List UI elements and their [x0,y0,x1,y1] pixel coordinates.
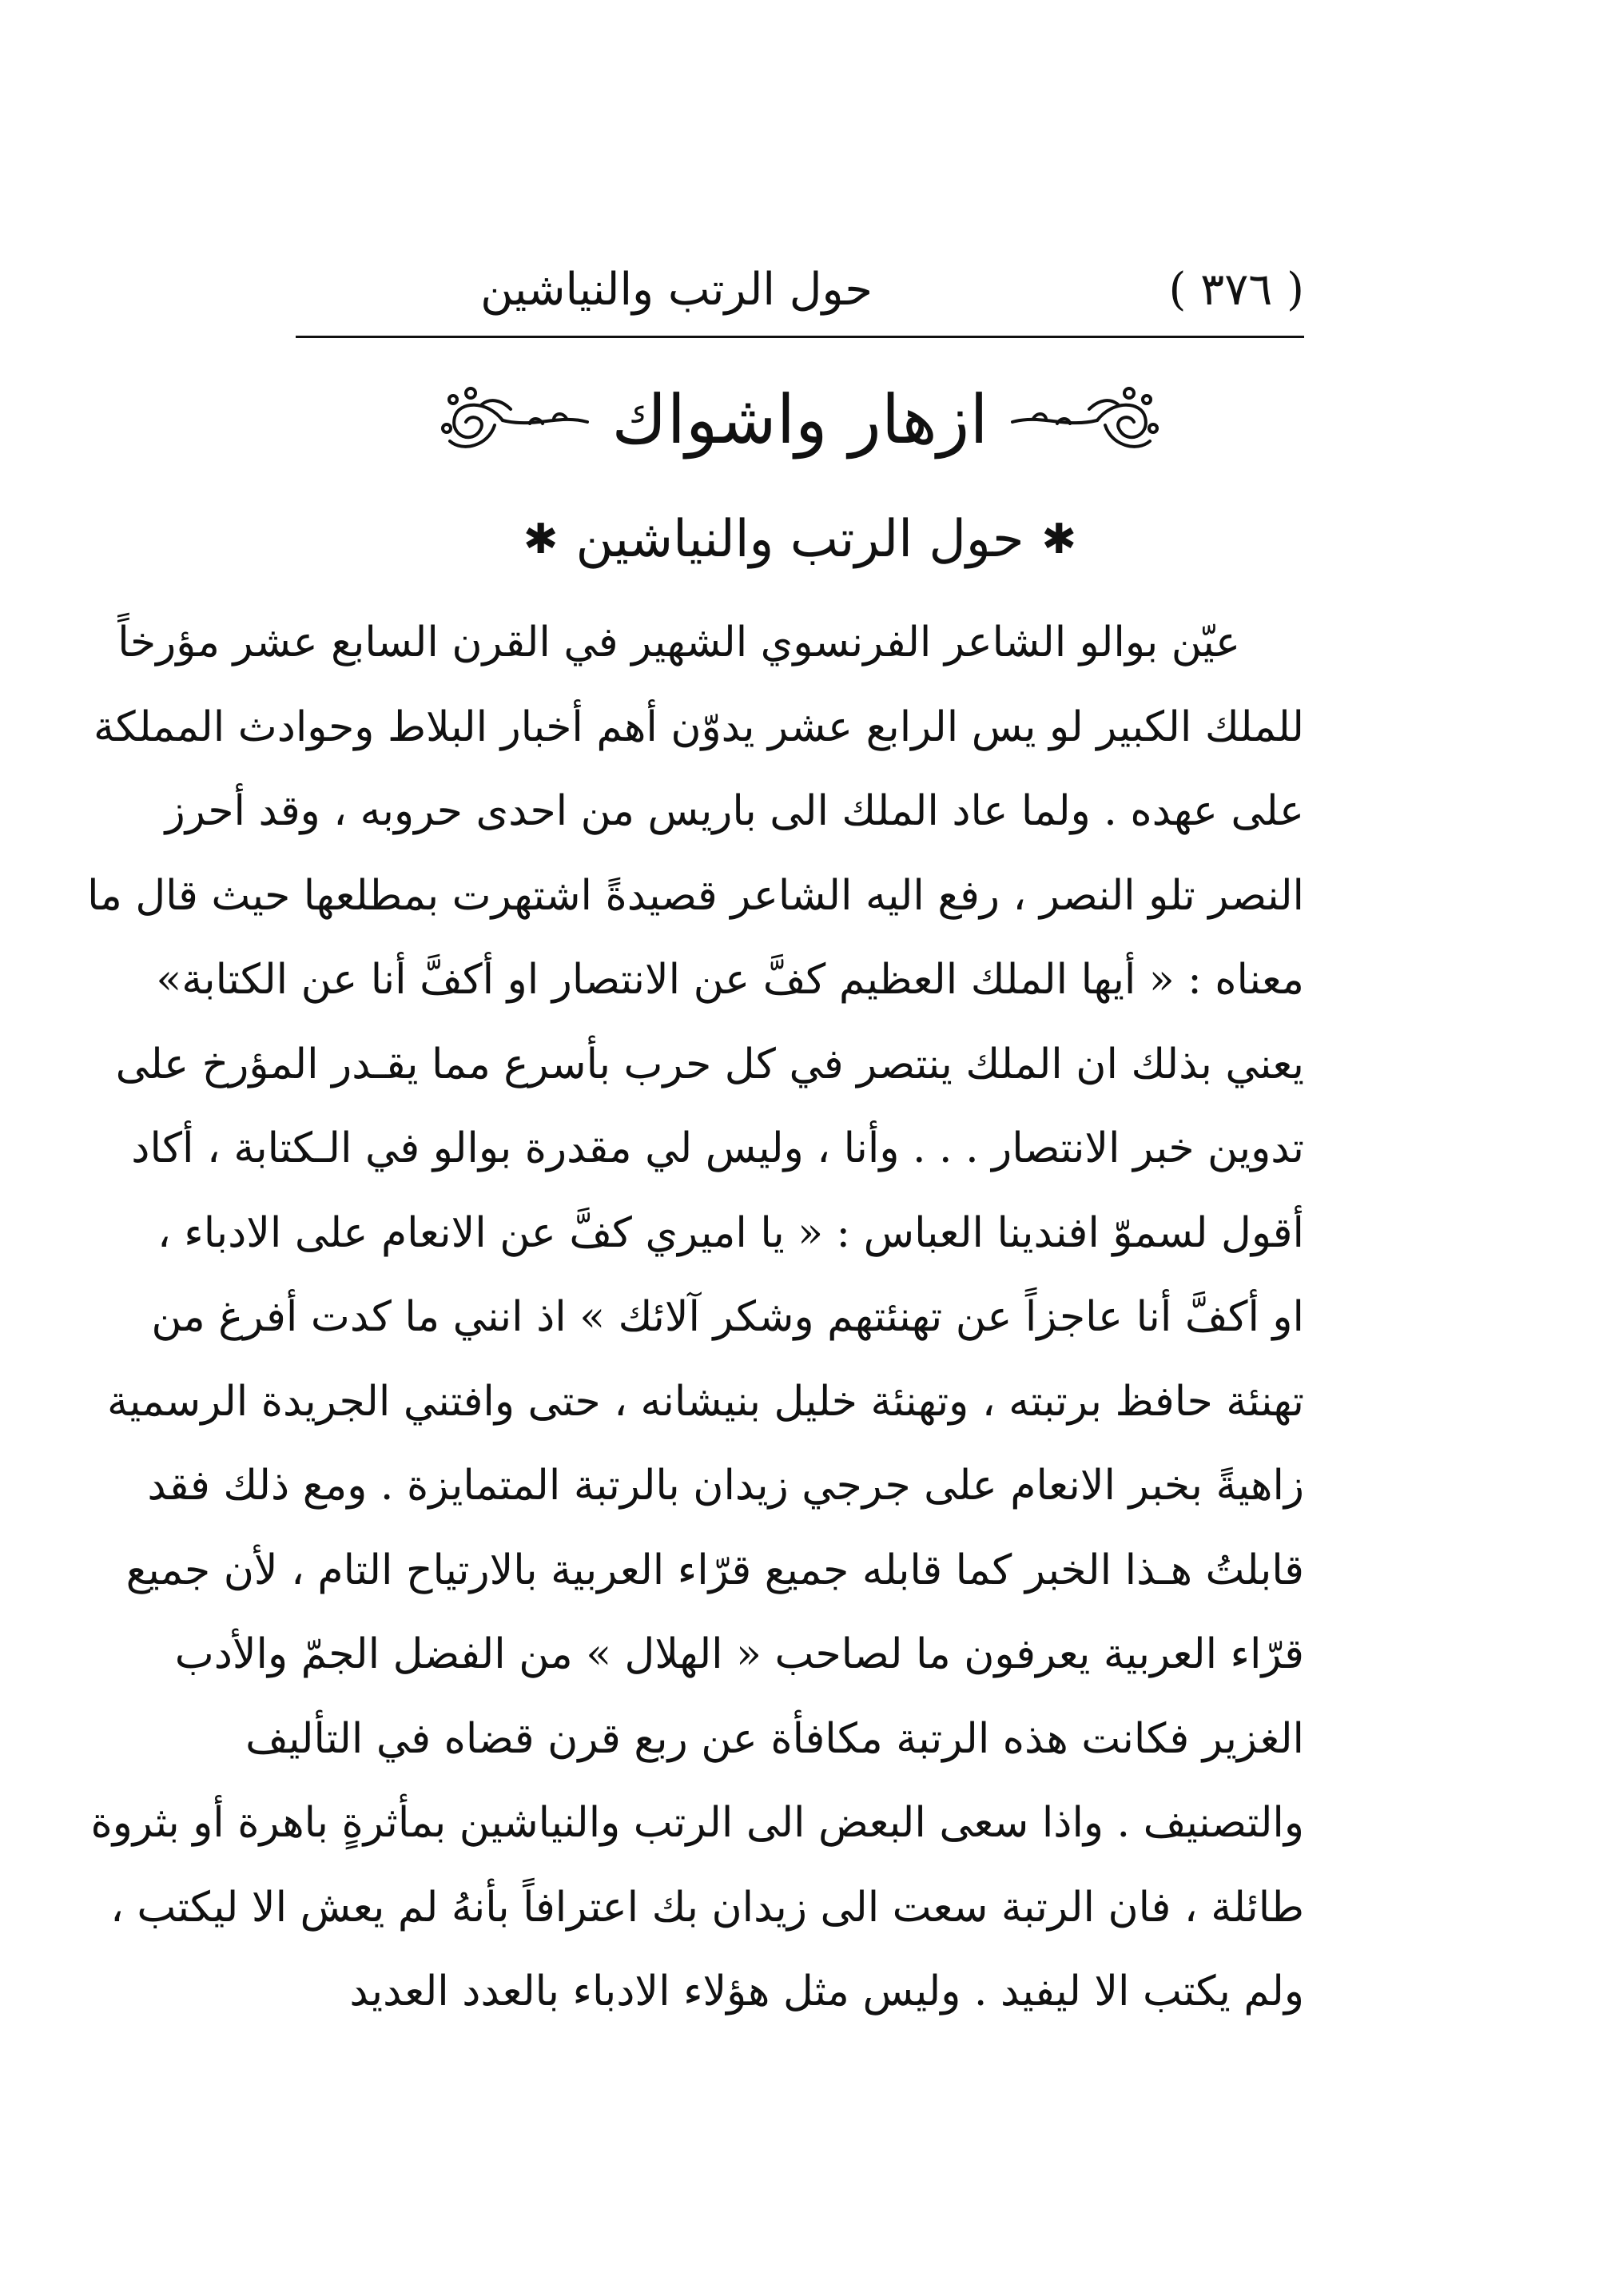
header-rule [296,336,1304,338]
text-line: ولم يكتب الا ليفيد . وليس مثل هؤلاء الادباء بالعدد العديد [349,1968,1304,2015]
article-title: حول الرتب والنياشين [575,510,1024,569]
text-line: قابلتُ هـذا الخبر كما قابله جميع قرّاء العربية بالارتياح التام ، لأن جميع [125,1546,1304,1594]
text-line: والتصنيف . واذا سعى البعض الى الرتب والنياشين بمأثرةٍ باهرة أو بثروة [90,1799,1304,1847]
text-line: تهنئة حافظ برتبته ، وتهنئة خليل بنيشانه ، حتى وافتني الجريدة الرسمية [107,1377,1304,1426]
text-line: أقول لسموّ افندينا العباس : « يا اميري كفَّ عن الانعام على الادباء ، [157,1208,1304,1257]
text-line: يعني بذلك ان الملك ينتصر في كل حرب بأسرع مما يقـدر المؤرخ على [115,1040,1304,1088]
text-line: طائلة ، فان الرتبة سعت الى زيدان بك اعترافاً بأنهُ لم يعش الا ليكتب ، [110,1883,1304,1932]
floral-ornament-icon [1009,376,1161,464]
text-line: الغزير فكانت هذه الرتبة مكافأة عن ربع قرن قضاه في التأليف [245,1714,1304,1763]
text-line: عيّن بوالو الشاعر الفرنسوي الشهير في القرن السابع عشر مؤرخاً [117,619,1240,667]
text-line: زاهيةً بخبر الانعام على جرجي زيدان بالرتبة المتمايزة . ومع ذلك فقد [147,1462,1304,1510]
text-line: على عهده . ولما عاد الملك الى باريس من احدى حروبه ، وقد أحرز [165,787,1304,835]
text-line: او أكفَّ أنا عاجزاً عن تهنئتهم وشكر آلائك » اذ انني ما كدت أفرغ من [151,1293,1304,1341]
running-head [296,254,1304,326]
running-head-title: حول الرتب والنياشين [480,264,873,316]
text-line: النصر تلو النصر ، رفع اليه الشاعر قصيدةً اشتهرت بمطلعها حيث قال ما [87,871,1304,920]
floral-ornament-icon [439,376,591,464]
text-line: للملك الكبير لو يس الرابع عشر يدوّن أهم أخبار البلاط وحوادث المملكة [93,702,1304,751]
page-number: ( ٣٧٦ ) [1168,264,1304,316]
star-ornament-icon: ✱ [523,515,559,563]
text-line: تدوين خبر الانتصار . . . وأنا ، وليس لي مقدرة بوالو في الـكتابة ، أكاد [131,1124,1304,1172]
star-ornament-icon: ✱ [1041,515,1077,563]
article-heading [296,495,1304,583]
text-line: قرّاء العربية يعرفون ما لصاحب « الهلال » من الفضل الجمّ والأدب [174,1630,1304,1678]
section-heading [296,368,1304,472]
text-line: معناه : « أيها الملك العظيم كفَّ عن الانتصار او أكفَّ أنا عن الكتابة» [156,956,1304,1004]
section-title: ازهار واشواك [611,380,988,459]
article-body [87,601,1304,2035]
